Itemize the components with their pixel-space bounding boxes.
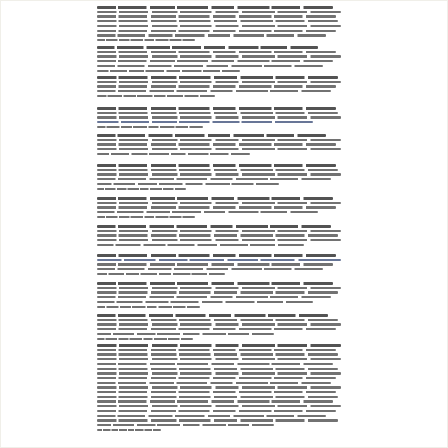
text-line	[97, 239, 341, 241]
text-line	[97, 134, 326, 137]
text-line	[97, 353, 338, 355]
text-line	[97, 382, 331, 384]
text-line	[97, 202, 341, 204]
text-line	[97, 372, 341, 374]
text-line	[97, 20, 338, 22]
text-line	[97, 230, 341, 232]
text-line	[97, 338, 193, 340]
text-line	[97, 400, 333, 402]
text-line	[97, 70, 240, 72]
text-line	[97, 368, 338, 370]
text-line	[97, 51, 336, 53]
text-line	[97, 291, 338, 293]
text-line	[97, 358, 341, 360]
text-line	[97, 328, 336, 330]
text-line	[97, 301, 313, 303]
text-line	[97, 306, 200, 308]
text-line	[97, 76, 338, 79]
text-line	[97, 148, 341, 150]
document-page	[97, 6, 343, 444]
text-line	[97, 259, 341, 261]
text-line	[97, 211, 318, 213]
text-line	[97, 254, 336, 257]
text-line	[97, 386, 341, 388]
text-line	[97, 197, 333, 200]
text-line	[97, 234, 338, 236]
text-line	[97, 116, 341, 118]
text-line	[97, 183, 279, 185]
text-line	[97, 173, 341, 175]
text-line	[97, 34, 326, 36]
text-line	[97, 121, 313, 123]
text-line	[97, 415, 326, 417]
text-line	[97, 65, 323, 67]
text-line	[97, 225, 331, 228]
text-line	[97, 139, 341, 141]
text-line	[97, 30, 336, 32]
text-line	[97, 39, 195, 41]
text-line	[97, 391, 336, 393]
text-line	[97, 81, 341, 83]
text-line	[97, 424, 274, 426]
text-line	[97, 268, 323, 270]
text-line	[97, 112, 338, 114]
text-line	[97, 90, 331, 92]
text-line	[97, 153, 250, 155]
text-line	[97, 296, 331, 298]
text-line	[97, 169, 338, 171]
text-line	[97, 25, 341, 27]
text-line	[97, 46, 318, 49]
text-line	[97, 263, 333, 265]
text-line	[97, 429, 161, 431]
text-line	[97, 419, 338, 421]
text-line	[97, 405, 341, 407]
text-line	[97, 410, 336, 412]
text-line	[97, 396, 338, 398]
text-line	[97, 107, 336, 110]
text-line	[97, 164, 336, 167]
text-line	[97, 377, 336, 379]
text-line	[97, 282, 333, 285]
text-line	[97, 333, 274, 335]
text-line	[97, 287, 341, 289]
text-line	[97, 314, 328, 317]
text-line	[97, 60, 333, 62]
text-line	[97, 244, 304, 246]
text-line	[97, 15, 336, 17]
text-line	[97, 143, 336, 145]
text-line	[97, 323, 341, 325]
text-line	[97, 349, 336, 351]
text-line	[97, 178, 331, 180]
text-line	[97, 126, 203, 128]
text-line	[97, 95, 215, 97]
text-line	[97, 188, 186, 190]
text-line	[97, 85, 336, 87]
text-line	[97, 363, 333, 365]
text-line	[97, 216, 195, 218]
text-line	[97, 55, 341, 57]
text-line	[97, 319, 338, 321]
text-line	[97, 11, 341, 13]
text-line	[97, 206, 336, 208]
text-line	[97, 273, 225, 275]
text-line	[97, 344, 341, 347]
text-line	[97, 6, 333, 9]
